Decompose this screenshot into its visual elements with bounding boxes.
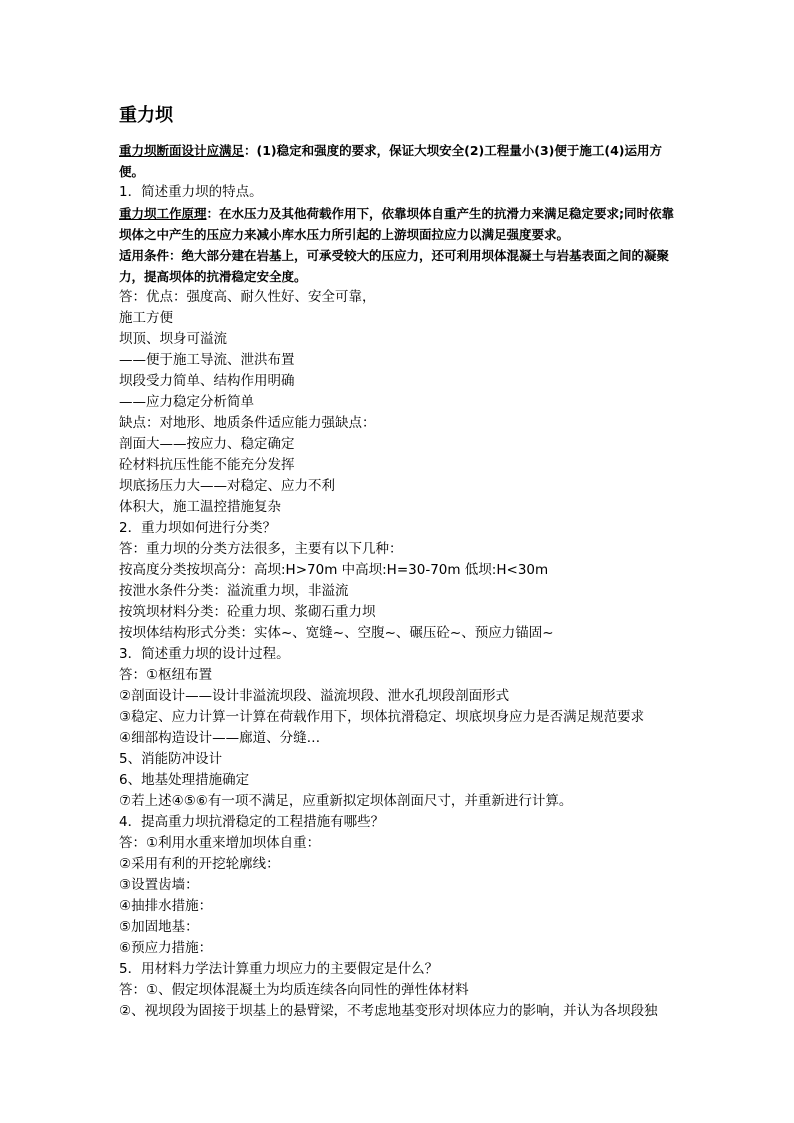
text-line: 按泄水条件分类：溢流重力坝，非溢流 xyxy=(119,583,349,599)
text-line: ④抽排水措施： xyxy=(119,898,213,914)
text-line: 体积大，施工温控措施复杂 xyxy=(119,499,281,515)
text-line: ⑥预应力措施： xyxy=(119,940,213,956)
text-line: 按坝体结构形式分类：实体~、宽缝~、空腹~、碾压砼~、预应力锚固~ xyxy=(119,625,554,641)
text-line: ②采用有利的开挖轮廓线： xyxy=(119,856,280,872)
text-line: ⑦若上述④⑤⑥有一项不满足，应重新拟定坝体剖面尺寸，并重新进行计算。 xyxy=(119,793,573,809)
text-line: 答：优点：强度高、耐久性好、安全可靠， xyxy=(119,289,376,305)
text-line: 施工方便 xyxy=(119,310,173,326)
text-line: 按高度分类按坝高分：高坝:H>70m 中高坝:H=30-70m 低坝:H<30m xyxy=(119,562,549,578)
page-title: 重力坝 xyxy=(119,105,173,126)
text-line: 坝段受力简单、结构作用明确 xyxy=(119,373,295,389)
text-line: 剖面大——按应力、稳定确定 xyxy=(119,436,295,452)
text-line: 按筑坝材料分类：砼重力坝、浆砌石重力坝 xyxy=(119,604,376,620)
applicable-paragraph: 适用条件：绝大部分建在岩基上，可承受较大的压应力，还可利用坝体混凝土与岩基表面之间的凝聚力，提高坝体的抗滑稳定安全度。 xyxy=(119,248,670,284)
text-line: ④细部构造设计——廊道、分缝… xyxy=(119,730,321,746)
text-line: ②、视坝段为固接于坝基上的悬臂梁，不考虑地基变形对坝体应力的影响，并认为各坝段独 xyxy=(119,1003,658,1019)
text-line: 6、地基处理措施确定 xyxy=(119,772,250,788)
text-line: 5、消能防冲设计 xyxy=(119,751,223,767)
text-line: 5．用材料力学法计算重力坝应力的主要假定是什么？ xyxy=(119,961,439,977)
text-line: 4．提高重力坝抗滑稳定的工程措施有哪些？ xyxy=(119,814,385,830)
text-line: 答：①、假定坝体混凝土为均质连续各向同性的弹性体材料 xyxy=(119,982,469,998)
text-line: 答：①利用水重来增加坝体自重： xyxy=(119,835,321,851)
text-line: 3．简述重力坝的设计过程。 xyxy=(119,646,290,662)
intro-paragraph xyxy=(119,140,679,182)
principle-label: 重力坝工作原理 xyxy=(119,206,207,221)
text-line: ——便于施工导流、泄洪布置 xyxy=(119,352,295,368)
document-page xyxy=(119,102,679,1022)
text-line: ③稳定、应力计算一计算在荷载作用下，坝体抗滑稳定、坝底坝身应力是否满足规范要求 xyxy=(119,709,645,725)
text-line: 坝顶、坝身可溢流 xyxy=(119,331,227,347)
text-line: 缺点：对地形、地质条件适应能力强缺点： xyxy=(119,415,376,431)
text-line: 答：①枢纽布置 xyxy=(119,667,213,683)
principle-text: ：在水压力及其他荷载作用下，依靠坝体自重产生的抗滑力来满足稳定要求;同时依靠坝体之中产生的压应力来减小库水压力所引起的上游坝面拉应力以满足强度要求。 xyxy=(119,206,675,242)
question-1: 1．简述重力坝的特点。 xyxy=(119,184,263,200)
principle-paragraph xyxy=(119,203,679,245)
text-line: ——应力稳定分析简单 xyxy=(119,394,254,410)
text-line: 答：重力坝的分类方法很多，主要有以下几种： xyxy=(119,541,403,557)
answer-lines xyxy=(119,287,679,1022)
intro-label: 重力坝断面设计应满足 xyxy=(119,143,245,158)
text-line: ⑤加固地基： xyxy=(119,919,199,935)
text-line: ③设置齿墙： xyxy=(119,877,199,893)
text-line: ②剖面设计——设计非溢流坝段、溢流坝段、泄水孔坝段剖面形式 xyxy=(119,688,510,704)
intro-text: ：(1)稳定和强度的要求，保证大坝安全(2)工程量小(3)便于施工(4)运用方便。 xyxy=(119,143,663,179)
text-line: 2．重力坝如何进行分类？ xyxy=(119,520,277,536)
text-line: 坝底扬压力大——对稳定、应力不利 xyxy=(119,478,335,494)
text-line: 砼材料抗压性能不能充分发挥 xyxy=(119,457,295,473)
